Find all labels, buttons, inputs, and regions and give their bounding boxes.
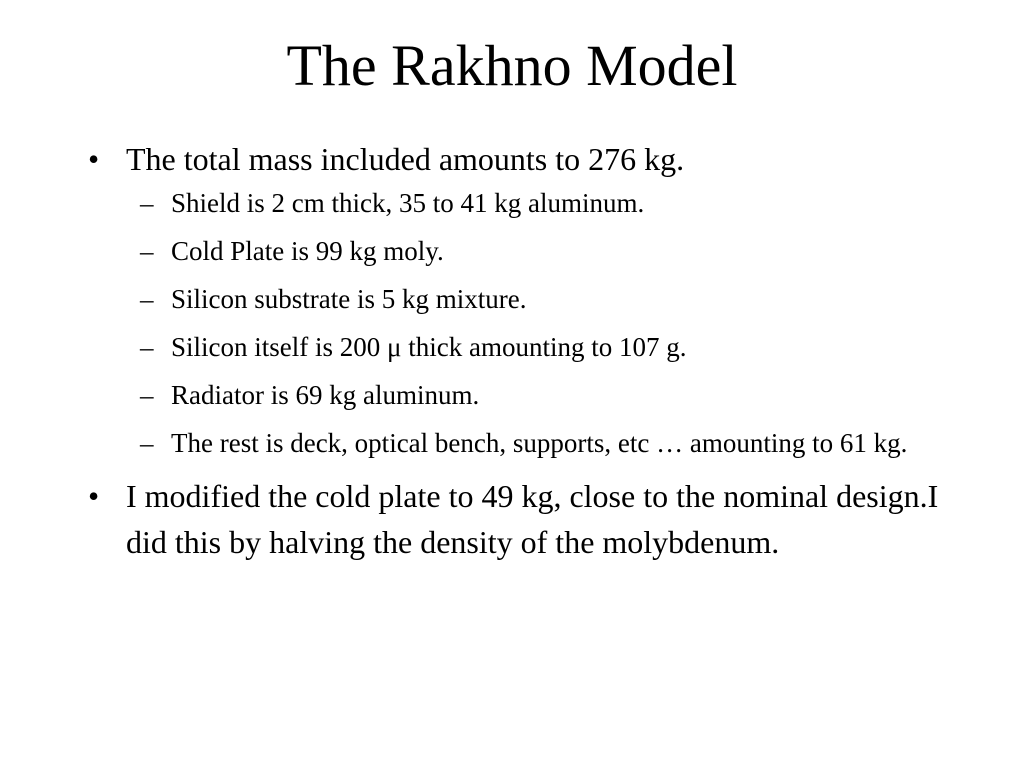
sub-bullet-text: Cold Plate is 99 kg moly.: [171, 236, 444, 266]
sub-bullet-item: [126, 376, 948, 415]
bullet-text: I modified the cold plate to 49 kg, close to the nominal design.I did this by halving the density of the molybdenum.: [126, 478, 939, 560]
sub-bullet-item: [126, 280, 948, 319]
sub-bullet-list: [126, 184, 948, 463]
sub-bullet-text: Silicon itself is 200 μ thick amounting to 107 g.: [171, 332, 687, 362]
bullet-marker: •: [88, 141, 100, 177]
sub-bullet-item: [126, 184, 948, 223]
slide-title: The Rakhno Model: [286, 33, 738, 98]
sub-bullet-marker: –: [140, 332, 154, 362]
sub-bullet-marker: –: [140, 236, 154, 266]
sub-bullet-text: Silicon substrate is 5 kg mixture.: [171, 284, 527, 314]
bullet-list: [88, 136, 948, 565]
sub-bullet-item: [126, 328, 948, 367]
bullet-item: [88, 473, 948, 565]
bullet-text: The total mass included amounts to 276 kg.: [126, 141, 685, 177]
sub-bullet-item: [126, 232, 948, 271]
sub-bullet-text: Radiator is 69 kg aluminum.: [171, 380, 480, 410]
bullet-marker: •: [88, 478, 100, 514]
sub-bullet-text: Shield is 2 cm thick, 35 to 41 kg aluminum.: [171, 188, 645, 218]
bullet-item: [88, 136, 948, 463]
sub-bullet-text: The rest is deck, optical bench, supports, etc … amounting to 61 kg.: [171, 428, 908, 458]
sub-bullet-marker: –: [140, 284, 154, 314]
sub-bullet-item: [126, 424, 948, 463]
sub-bullet-marker: –: [140, 380, 154, 410]
sub-bullet-marker: –: [140, 428, 154, 458]
sub-bullet-marker: –: [140, 188, 154, 218]
